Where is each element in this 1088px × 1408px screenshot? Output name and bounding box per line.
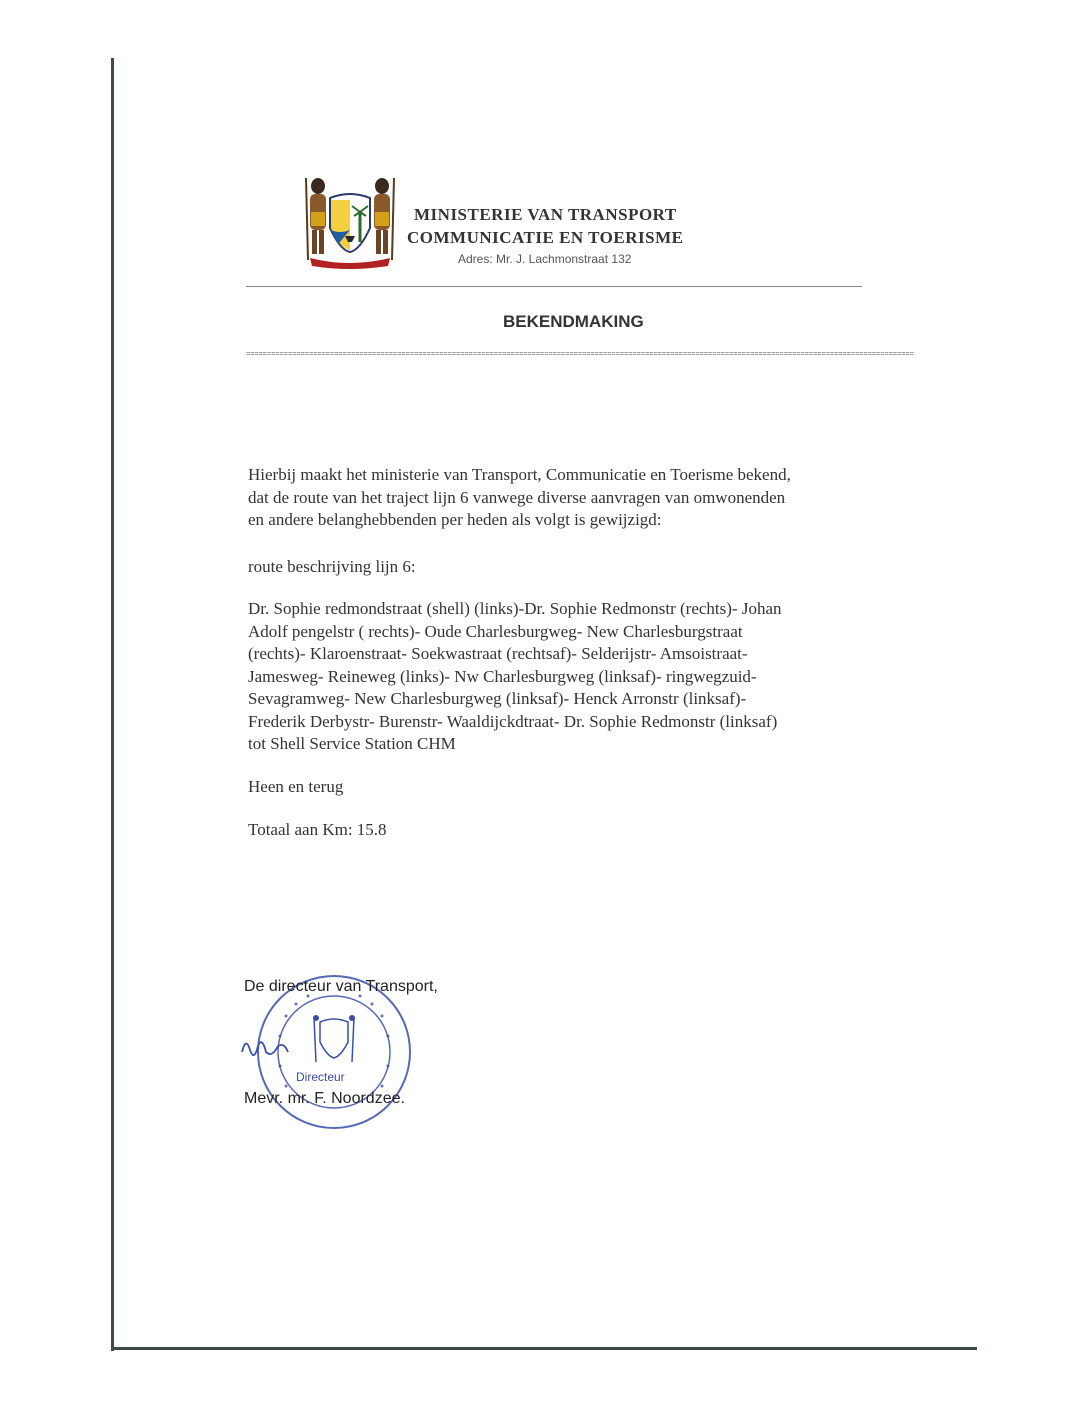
signatory-title: De directeur van Transport, [244,978,438,995]
intro-line: en andere belanghebbenden per heden als volgt is gewijzigd: [248,510,662,529]
intro-paragraph [248,464,791,532]
route-line: Jamesweg- Reineweg (links)- Nw Charlesburgweg (linksaf)- ringwegzuid- [248,666,757,686]
route-description [248,598,782,756]
ministry-name-line1: MINISTERIE VAN TRANSPORT [414,205,677,224]
scan-border-left [111,58,114,1351]
intro-line: Hierbij maakt het ministerie van Transport, Communicatie en Toerisme bekend, [248,465,791,484]
route-line: Dr. Sophie redmondstraat (shell) (links)-Dr. Sophie Redmonstr (rechts)- Johan [248,599,782,618]
route-line: (rechts)- Klaroenstraat- Soekwastraat (rechtsaf)- Selderijstr- Amsoistraat- [248,644,748,663]
route-line: tot Shell Service Station CHM [248,734,456,753]
total-km: Totaal aan Km: 15.8 [248,820,387,839]
route-line: Sevagramweg- New Charlesburgweg (linksaf)- Henck Arronstr (linksaf)- [248,689,747,708]
route-line: Frederik Derbystr- Burenstr- Waaldijckdtraat- Dr. Sophie Redmonstr (linksaf) [248,711,778,731]
title-separator: =============================================================================================================================================================== [246,351,914,359]
intro-line: dat de route van het traject lijn 6 vanwege diverse aanvragen van omwonenden [248,487,786,507]
header-divider [246,286,862,287]
coat-of-arms-icon [300,172,400,270]
route-line: Adolf pengelstr ( rechts)- Oude Charlesburgweg- New Charlesburgstraat [248,621,743,641]
scan-border-bottom [111,1347,977,1350]
document-title: BEKENDMAKING [503,312,644,331]
heen-en-terug: Heen en terug [248,777,344,796]
ministry-name-line2: COMMUNICATIE EN TOERISME [407,228,684,247]
stamp-center-text: Directeur [296,1070,345,1084]
signatory-name: Mevr. mr. F. Noordzee. [244,1090,405,1107]
ministry-address: Adres: Mr. J. Lachmonstraat 132 [458,252,632,266]
route-heading: route beschrijving lijn 6: [248,557,416,576]
